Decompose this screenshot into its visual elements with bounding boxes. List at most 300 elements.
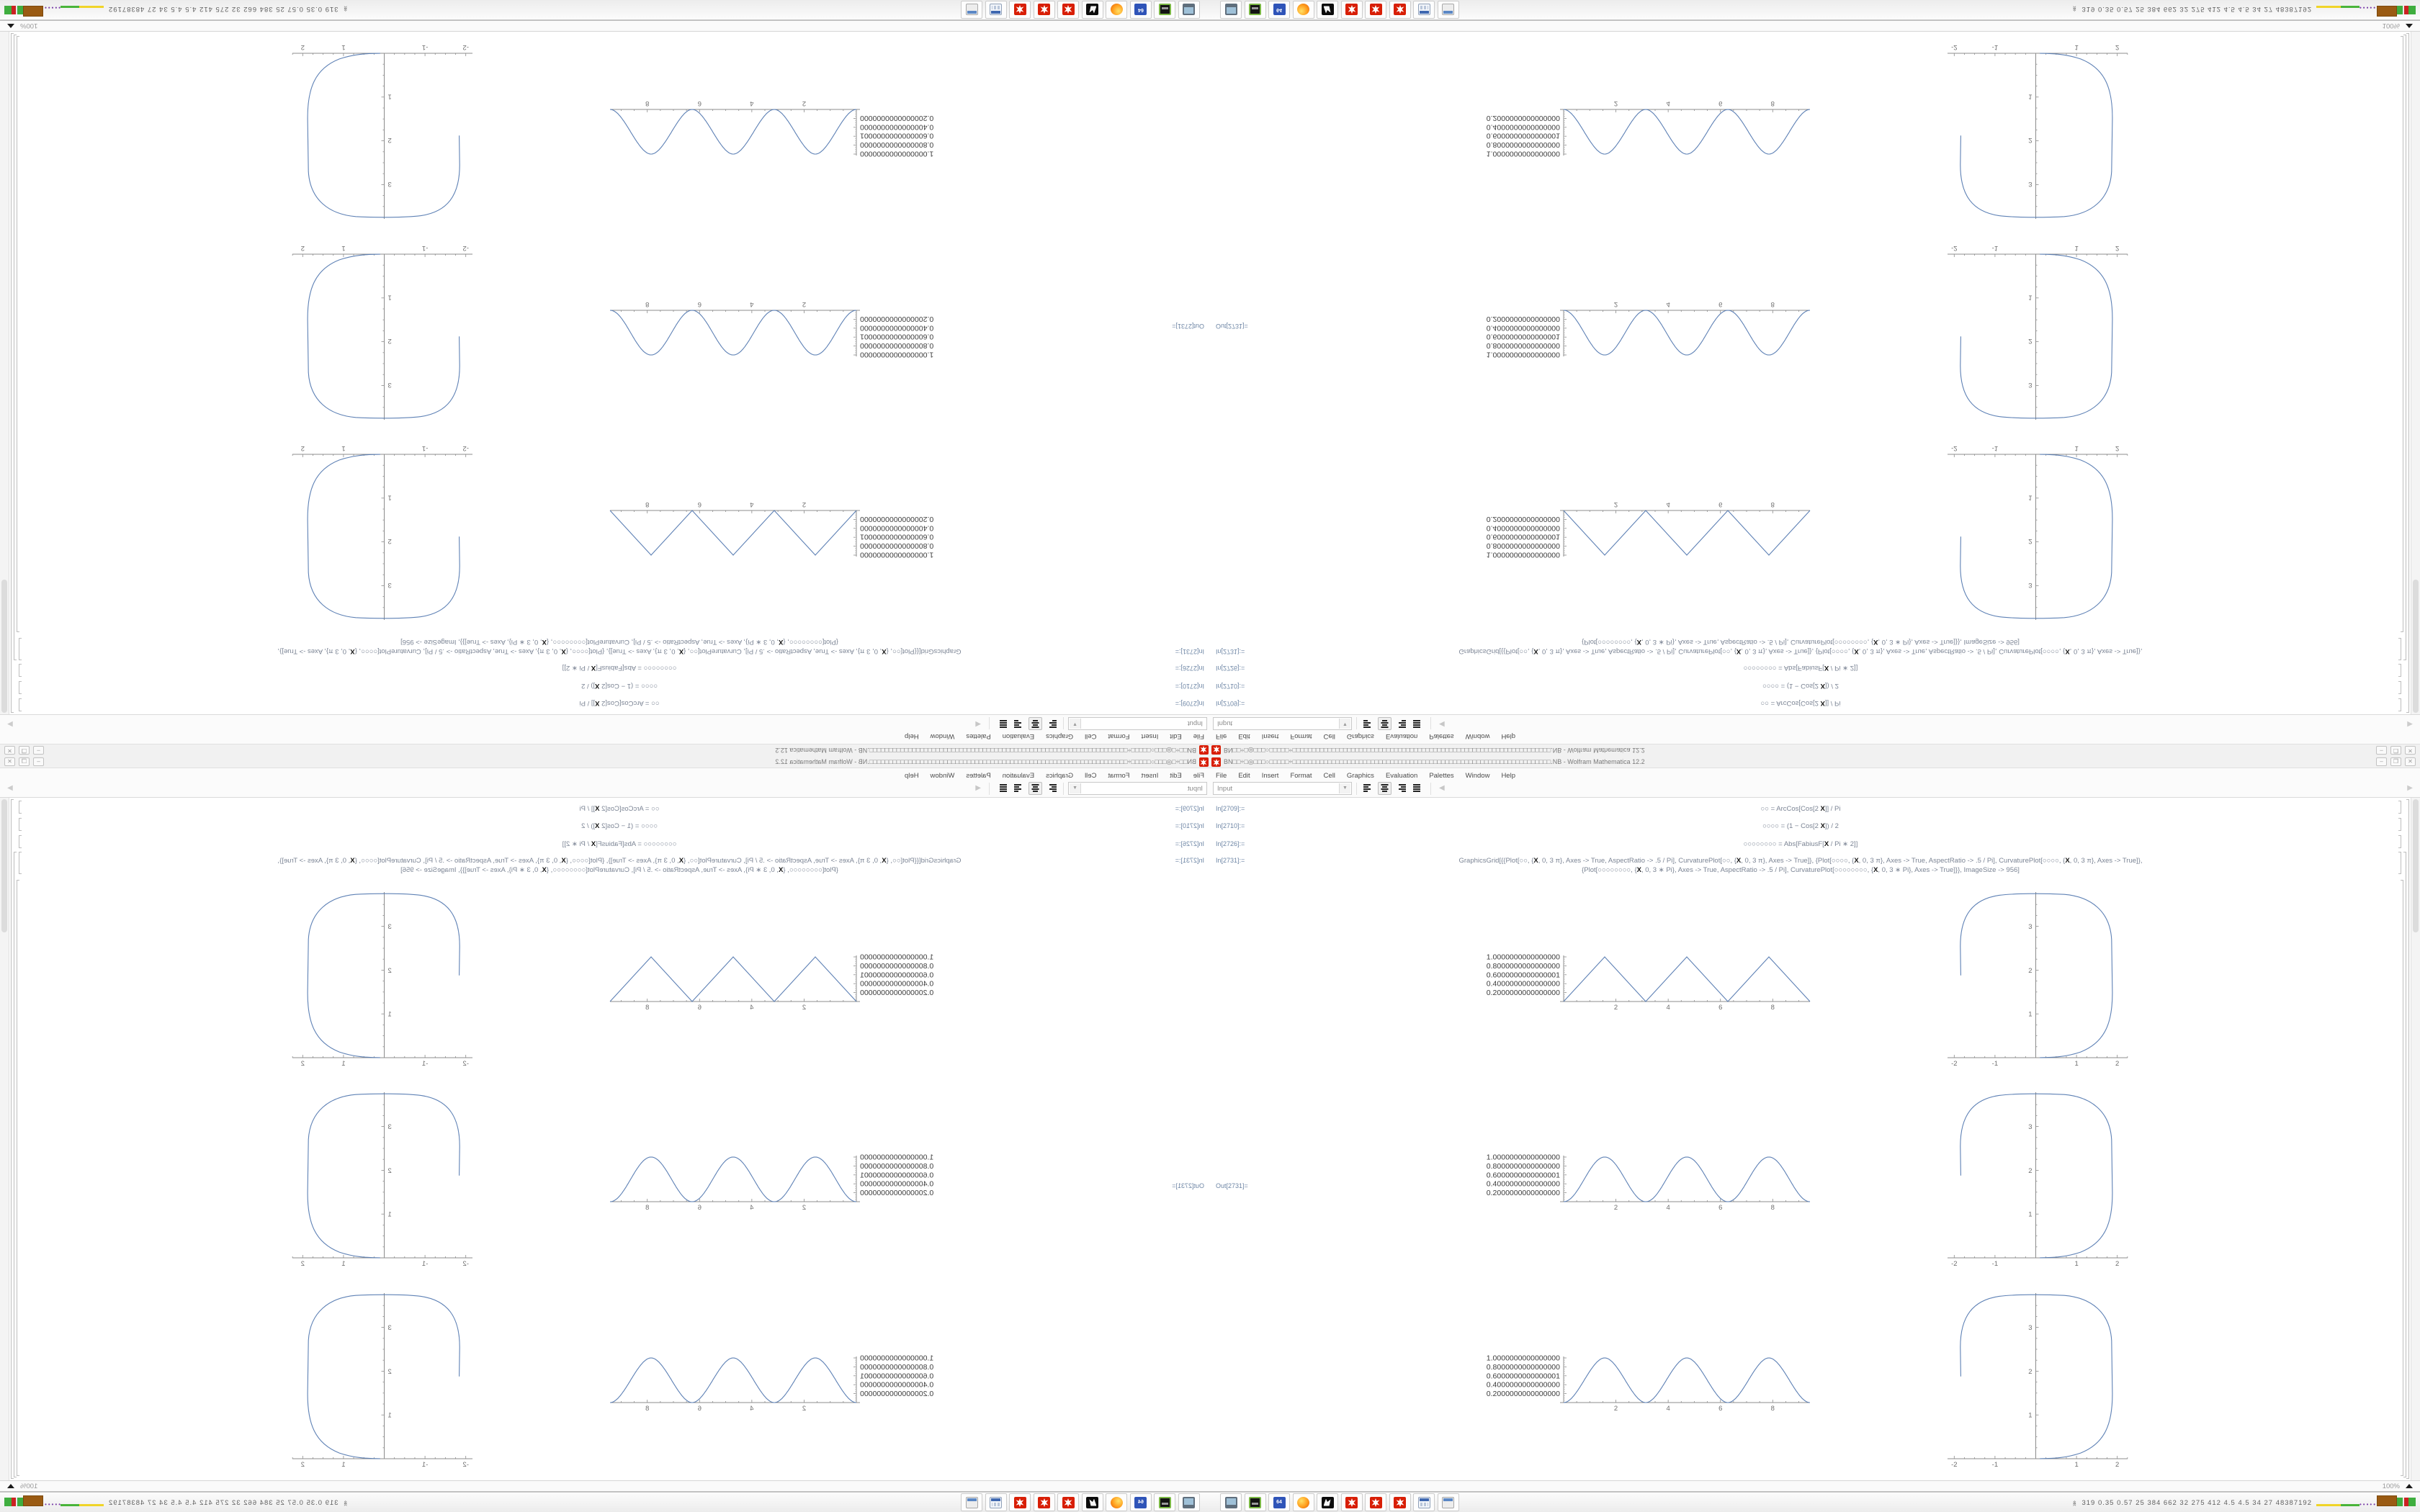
magnification-value[interactable]: 100% <box>2382 22 2400 30</box>
forward-arrow-icon[interactable]: ▶ <box>7 784 13 792</box>
chevron-down-icon[interactable]: ▼ <box>1070 719 1081 729</box>
svg-text:0.6000000000000001: 0.6000000000000001 <box>1486 131 1560 140</box>
cell-bracket[interactable] <box>2398 818 2401 831</box>
magnification-value[interactable]: 100% <box>2382 1482 2400 1490</box>
input-cell-code[interactable]: {Plot[○○○○○○○○, {X, 0, 3 ∗ Pi}, Axes -> True, AspectRatio -> .5 / Pi], CurvaturePlot[○○○○○○○○, {X, 0, 3 ∗ Pi}, Axes -> True]}}, ImageSize -> 956] <box>1582 866 2020 874</box>
menu-item-insert[interactable]: Insert <box>1261 732 1279 740</box>
svg-text:0.2000000000000000: 0.2000000000000000 <box>1486 113 1560 122</box>
svg-text:4: 4 <box>1666 99 1670 107</box>
menu-item-graphics[interactable]: Graphics <box>1346 772 1374 780</box>
taskbar-icon-disk-utility[interactable] <box>1245 1 1266 19</box>
cell-style-dropdown[interactable] <box>1213 717 1352 730</box>
chevron-down-icon[interactable]: ▼ <box>1070 783 1081 793</box>
svg-text:1: 1 <box>341 444 346 452</box>
align-right-button[interactable] <box>1394 782 1408 795</box>
cell-bracket[interactable] <box>11 799 14 1479</box>
menu-item-help[interactable]: Help <box>1501 772 1515 780</box>
window-title: BN□□÷□◎□□□○□□□□□÷□□□□□□□□□□□□□□□□□□□□□□□□□□□□□□□□□□□□□□□□□□□□□□□□□□□□□□□□□□□□□□□□□□.NB - Wolfram Mathematica 12.2 <box>1224 747 1645 754</box>
menu-item-cell[interactable]: Cell <box>1323 772 1335 780</box>
taskbar-icon-mathematica[interactable] <box>1010 1 1031 19</box>
svg-text:3: 3 <box>387 1324 392 1333</box>
svg-text:0.2000000000000000: 0.2000000000000000 <box>1486 1189 1560 1198</box>
svg-text:0.4000000000000000: 0.4000000000000000 <box>860 1380 934 1390</box>
cell-bracket[interactable] <box>2398 698 2401 711</box>
taskbar-icon-firefox[interactable] <box>1106 1493 1128 1511</box>
svg-text:0.8000000000000000: 0.8000000000000000 <box>860 140 934 150</box>
cell-bracket[interactable] <box>2398 681 2401 694</box>
toolbar-separator <box>1063 717 1064 729</box>
svg-text:2: 2 <box>2028 966 2033 975</box>
taskbar-icon-mathematica[interactable] <box>1365 1 1386 19</box>
cell-bracket[interactable] <box>2398 852 2401 874</box>
svg-text:0.8000000000000000: 0.8000000000000000 <box>860 1362 934 1372</box>
input-cell-code[interactable]: ○○○○ = (1 − Cos[2 X]) / 2 <box>581 822 658 830</box>
align-left-button[interactable] <box>1045 717 1059 730</box>
scrollbar-thumb[interactable] <box>2413 799 2419 932</box>
svg-text:2: 2 <box>1613 1004 1618 1012</box>
back-arrow-icon[interactable]: ◀ <box>975 784 981 792</box>
svg-text:0.4000000000000000: 0.4000000000000000 <box>860 122 934 132</box>
svg-text:-1: -1 <box>1991 1260 1999 1268</box>
taskbar-icon-firefox[interactable] <box>1293 1 1314 19</box>
menu-item-format[interactable]: Format <box>1108 772 1130 780</box>
input-cell-code[interactable]: ○○○○ = (1 − Cos[2 X]) / 2 <box>581 682 658 690</box>
taskbar-icon-gimp-cat[interactable] <box>1317 1 1338 19</box>
svg-text:-1: -1 <box>421 1060 429 1068</box>
menu-item-palettes[interactable]: Palettes <box>966 772 991 780</box>
taskbar-icon-system-monitor[interactable] <box>1220 1493 1242 1511</box>
back-arrow-icon[interactable]: ◀ <box>1439 720 1445 728</box>
align-right-button[interactable] <box>1394 717 1408 730</box>
cell-bracket[interactable] <box>19 698 22 711</box>
desktop-screen <box>0 756 1210 1512</box>
mathematica-icon <box>1394 1497 1406 1508</box>
svg-text:2: 2 <box>2115 444 2120 452</box>
svg-text:-2: -2 <box>462 43 469 51</box>
back-arrow-icon[interactable]: ◀ <box>975 720 981 728</box>
indicator-purple-dots: ••••• <box>2359 1501 2377 1508</box>
indicator-purple-dots: ••••• <box>2359 4 2377 11</box>
menu-item-file[interactable]: File <box>1216 772 1227 780</box>
system-monitor-readout: 319 0.35 0.57 25 384 662 32 275 412 4.5 4.5 34 27 48387192 <box>108 1498 339 1507</box>
menu-item-evaluation[interactable]: Evaluation <box>1002 772 1035 780</box>
magnification-popup-icon[interactable] <box>2406 1484 2413 1488</box>
input-cell-code[interactable]: ○○○○○○○○ = Abs[FabiusF[X / Pi ∗ 2]] <box>1743 664 1858 672</box>
input-cell-code[interactable]: ○○ = ArcCos[Cos[2 X]] / Pi <box>1760 805 1841 813</box>
input-cell-code[interactable]: GraphicsGrid[{{Plot[○○, {X, 0, 3 π}, Axes -> True, AspectRatio -> .5 / Pi], CurvaturePlot[○○, {X, 0, 3 π}, Axes -> True]}, {Plot[○○○○, {X, 0, 3 π}, Axes -> True, AspectRatio -> .5 / Pi], CurvaturePlot[○○○○, {X, 0, 3 π}, Axes -> True]}, <box>1458 857 2143 865</box>
wave-plot-row3 <box>604 98 943 158</box>
svg-text:1.0000000000000000: 1.0000000000000000 <box>860 350 934 359</box>
taskbar-icon-mathematica[interactable] <box>1034 1493 1055 1511</box>
svg-text:2: 2 <box>387 537 392 546</box>
taskbar-icon-file-manager[interactable] <box>962 1 983 19</box>
cell-bracket[interactable] <box>2398 664 2401 677</box>
align-left-button[interactable] <box>1361 782 1375 795</box>
mathematica-spikey-icon <box>1211 745 1221 755</box>
menu-item-insert[interactable]: Insert <box>1261 772 1279 780</box>
svg-text:8: 8 <box>645 1204 650 1212</box>
svg-text:3: 3 <box>387 380 392 389</box>
cell-label: Out[2731]= <box>1216 323 1248 330</box>
cell-label: Out[2731]= <box>1216 1182 1248 1189</box>
input-cell-code[interactable]: ○○ = ArcCos[Cos[2 X]] / Pi <box>1760 699 1841 707</box>
chevron-down-icon[interactable]: ▼ <box>1339 719 1350 729</box>
svg-text:0.8000000000000000: 0.8000000000000000 <box>860 961 934 971</box>
window-buttons <box>4 746 44 755</box>
align-justify-button[interactable] <box>995 717 1009 730</box>
vertical-scrollbar[interactable] <box>0 798 9 1480</box>
taskbar-icon-mathematica[interactable] <box>1341 1493 1363 1511</box>
input-cell-code[interactable]: {Plot[○○○○○○○○, {X, 0, 3 ∗ Pi}, Axes -> True, AspectRatio -> .5 / Pi], CurvaturePlot[○○○○○○○○, {X, 0, 3 ∗ Pi}, Axes -> True]}}, ImageSize -> 956] <box>400 866 838 874</box>
forward-arrow-icon[interactable]: ▶ <box>7 720 13 728</box>
indicator-yellow-bar <box>2316 1504 2341 1506</box>
align-right-button[interactable] <box>1012 782 1026 795</box>
menu-item-window[interactable]: Window <box>1465 732 1490 740</box>
align-center-button[interactable] <box>1378 782 1392 795</box>
quadrant-bottom-left-mirrored <box>0 756 1210 1512</box>
indicator-purple-dots: ••••• <box>43 1501 61 1508</box>
menu-item-insert[interactable]: Insert <box>1141 732 1159 740</box>
svg-text:2: 2 <box>387 337 392 346</box>
cell-bracket[interactable] <box>17 36 19 632</box>
svg-text:-2: -2 <box>462 244 469 252</box>
svg-text:2: 2 <box>387 966 392 975</box>
format-toolbar <box>1210 714 2420 732</box>
indicator-green-red-cluster <box>2397 1498 2416 1506</box>
close-button[interactable]: ✕ <box>2405 746 2416 755</box>
menu-item-palettes[interactable]: Palettes <box>1429 732 1454 740</box>
input-cell-code[interactable]: ○○○○ = (1 − Cos[2 X]) / 2 <box>1762 682 1839 690</box>
align-center-button[interactable] <box>1028 717 1042 730</box>
minimize-button[interactable]: – <box>2376 746 2387 755</box>
svg-text:0.2000000000000000: 0.2000000000000000 <box>860 1390 934 1399</box>
cell-label: In[2709]:= <box>1175 700 1204 707</box>
menu-item-palettes[interactable]: Palettes <box>1429 772 1454 780</box>
tray-chevron-icon[interactable]: «« <box>2071 6 2079 12</box>
restore-button[interactable]: ❐ <box>19 746 30 755</box>
menu-item-evaluation[interactable]: Evaluation <box>1385 732 1418 740</box>
cell-label: In[2726]:= <box>1216 665 1245 672</box>
title-bar[interactable] <box>0 744 1210 756</box>
svg-text:0.2000000000000000: 0.2000000000000000 <box>860 1189 934 1198</box>
input-cell-code[interactable]: GraphicsGrid[{{Plot[○○, {X, 0, 3 π}, Axes -> True, AspectRatio -> .5 / Pi], CurvaturePlot[○○, {X, 0, 3 π}, Axes -> True]}, {Plot[○○○○, {X, 0, 3 π}, Axes -> True, AspectRatio -> .5 / Pi], CurvaturePlot[○○○○, {X, 0, 3 π}, Axes -> True]}, <box>277 857 962 865</box>
title-bar[interactable] <box>0 756 1210 768</box>
minimize-button[interactable]: – <box>2376 757 2387 766</box>
cell-bracket[interactable] <box>19 852 22 874</box>
mathematica-icon <box>1370 1497 1382 1508</box>
input-cell-code[interactable]: ○○○○ = (1 − Cos[2 X]) / 2 <box>1762 822 1839 830</box>
menu-item-graphics[interactable]: Graphics <box>1046 772 1074 780</box>
magnification-value[interactable]: 100% <box>20 1482 38 1490</box>
quadrant-top-left-mirrored <box>0 0 1210 756</box>
svg-text:2: 2 <box>2028 1367 2033 1376</box>
cell-bracket[interactable] <box>2406 33 2409 713</box>
menu-item-window[interactable]: Window <box>930 772 955 780</box>
cell-bracket[interactable] <box>19 638 22 660</box>
menu-item-graphics[interactable]: Graphics <box>1046 732 1074 740</box>
align-justify-button[interactable] <box>995 782 1009 795</box>
taskbar-icon-file-manager[interactable] <box>1438 1493 1459 1511</box>
indicator-yellow-bar <box>79 1504 104 1506</box>
minimize-button[interactable]: – <box>33 757 44 766</box>
input-cell-code[interactable]: ○○○○○○○○ = Abs[FabiusF[X / Pi ∗ 2]] <box>1743 840 1858 848</box>
align-center-button[interactable] <box>1028 782 1042 795</box>
menu-item-help[interactable]: Help <box>1501 732 1515 740</box>
restore-button[interactable]: ❐ <box>2390 746 2401 755</box>
svg-text:8: 8 <box>1770 500 1775 508</box>
align-justify-button[interactable] <box>1411 717 1425 730</box>
magnification-popup-icon[interactable] <box>2406 24 2413 28</box>
taskbar-icon-calculator[interactable] <box>985 1493 1007 1511</box>
menu-item-help[interactable]: Help <box>905 732 919 740</box>
menu-item-insert[interactable]: Insert <box>1141 772 1159 780</box>
cell-bracket[interactable] <box>17 880 19 1476</box>
taskbar-icon-calculator[interactable] <box>985 1 1007 19</box>
cell-bracket[interactable] <box>19 681 22 694</box>
menu-item-palettes[interactable]: Palettes <box>966 732 991 740</box>
menu-item-edit[interactable]: Edit <box>1238 772 1250 780</box>
taskbar-icon-mathematica[interactable] <box>1341 1 1363 19</box>
menu-item-help[interactable]: Help <box>905 772 919 780</box>
taskbar-icon-mathematica[interactable] <box>1010 1493 1031 1511</box>
input-cell-code[interactable]: {Plot[○○○○○○○○, {X, 0, 3 ∗ Pi}, Axes -> True, AspectRatio -> .5 / Pi], CurvaturePlot[○○○○○○○○, {X, 0, 3 ∗ Pi}, Axes -> True]}}, ImageSize -> 956] <box>400 638 838 646</box>
tray-indicators <box>2316 2 2416 17</box>
svg-text:0.6000000000000001: 0.6000000000000001 <box>860 532 934 541</box>
calculator-icon <box>1418 1497 1430 1508</box>
menu-item-format[interactable]: Format <box>1108 732 1130 740</box>
cell-bracket[interactable] <box>19 835 22 848</box>
taskbar-icon-firefox[interactable] <box>1106 1 1128 19</box>
minimize-button[interactable]: – <box>33 746 44 755</box>
taskbar-icon-calculator[interactable] <box>1413 1 1435 19</box>
cell-bracket[interactable] <box>19 664 22 677</box>
chevron-down-icon[interactable]: ▼ <box>1339 783 1350 793</box>
taskbar-icon-system-monitor[interactable] <box>1178 1 1200 19</box>
tray-chevron-icon[interactable]: «« <box>341 1500 349 1506</box>
taskbar-icon-mathematica[interactable] <box>1389 1 1411 19</box>
cell-bracket[interactable] <box>2398 835 2401 848</box>
menu-item-evaluation[interactable]: Evaluation <box>1385 772 1418 780</box>
menu-item-edit[interactable]: Edit <box>1238 732 1250 740</box>
close-button[interactable]: ✕ <box>2405 757 2416 766</box>
cell-bracket[interactable] <box>2398 638 2401 660</box>
svg-text:2: 2 <box>300 1260 305 1268</box>
align-right-button[interactable] <box>1012 717 1026 730</box>
svg-text:-2: -2 <box>1951 1060 1958 1068</box>
menu-item-graphics[interactable]: Graphics <box>1346 732 1374 740</box>
svg-text:0.2000000000000000: 0.2000000000000000 <box>860 989 934 998</box>
wave-plot-row2 <box>1477 299 1816 359</box>
restore-button[interactable]: ❐ <box>2390 757 2401 766</box>
menu-item-edit[interactable]: Edit <box>1170 772 1182 780</box>
align-justify-button[interactable] <box>1411 782 1425 795</box>
back-arrow-icon[interactable]: ◀ <box>1439 784 1445 792</box>
menu-item-cell[interactable]: Cell <box>1085 772 1097 780</box>
status-bar <box>1210 1480 2420 1491</box>
svg-text:0.6000000000000001: 0.6000000000000001 <box>1486 1171 1560 1180</box>
curvature-plot-row1 <box>290 890 475 1071</box>
menu-item-window[interactable]: Window <box>1465 772 1490 780</box>
alignment-button-group <box>1361 782 1425 795</box>
taskbar-icon-firefox[interactable] <box>1293 1493 1314 1511</box>
taskbar-icon-file-manager[interactable] <box>962 1493 983 1511</box>
svg-text:1: 1 <box>341 1461 346 1469</box>
svg-text:0.6000000000000001: 0.6000000000000001 <box>1486 332 1560 341</box>
vertical-scrollbar[interactable] <box>2411 798 2420 1480</box>
cell-style-dropdown[interactable] <box>1068 717 1207 730</box>
svg-text:0.2000000000000000: 0.2000000000000000 <box>1486 514 1560 523</box>
tray-chevron-icon[interactable]: «« <box>341 6 349 12</box>
cell-style-value: Input <box>1187 785 1203 793</box>
menu-item-file[interactable]: File <box>1193 772 1204 780</box>
taskbar-icon-system-monitor[interactable] <box>1220 1 1242 19</box>
svg-text:4: 4 <box>1666 300 1670 308</box>
svg-text:4: 4 <box>750 500 754 508</box>
svg-text:6: 6 <box>1718 1004 1723 1012</box>
taskbar-icon-file-manager[interactable] <box>1438 1 1459 19</box>
svg-text:2: 2 <box>2115 244 2120 252</box>
scrollbar-thumb[interactable] <box>1 580 7 713</box>
indicator-green-bar <box>2341 6 2360 8</box>
close-button[interactable]: ✕ <box>4 746 15 755</box>
cell-bracket[interactable] <box>14 35 17 660</box>
file-manager-icon <box>1442 4 1454 16</box>
svg-text:-1: -1 <box>1991 244 1999 252</box>
toolbar-separator <box>1430 717 1431 729</box>
svg-text:-1: -1 <box>1991 444 1999 452</box>
svg-text:1.0000000000000000: 1.0000000000000000 <box>1486 1354 1560 1363</box>
input-cell-code[interactable]: GraphicsGrid[{{Plot[○○, {X, 0, 3 π}, Axes -> True, AspectRatio -> .5 / Pi], CurvaturePlot[○○, {X, 0, 3 π}, Axes -> True]}, {Plot[○○○○, {X, 0, 3 π}, Axes -> True, AspectRatio -> .5 / Pi], CurvaturePlot[○○○○, {X, 0, 3 π}, Axes -> True]}, <box>277 647 962 655</box>
magnification-popup-icon[interactable] <box>7 24 14 28</box>
magnification-popup-icon[interactable] <box>7 1484 14 1488</box>
taskbar-icon-mathematica[interactable] <box>1034 1 1055 19</box>
indicator-brown-box <box>23 1495 43 1506</box>
cell-style-dropdown[interactable] <box>1068 782 1207 795</box>
align-center-button[interactable] <box>1378 717 1392 730</box>
taskbar-icon-floppy-64[interactable] <box>1130 1493 1152 1511</box>
taskbar-icon-calculator[interactable] <box>1413 1493 1435 1511</box>
vertical-scrollbar[interactable] <box>0 32 9 714</box>
magnification-value[interactable]: 100% <box>20 22 38 30</box>
menu-item-file[interactable]: File <box>1193 732 1204 740</box>
svg-text:4: 4 <box>750 1405 754 1413</box>
svg-text:-2: -2 <box>1951 444 1958 452</box>
svg-text:4: 4 <box>1666 500 1670 508</box>
taskbar-icon-disk-utility[interactable] <box>1155 1493 1176 1511</box>
taskbar-icon-disk-utility[interactable] <box>1155 1 1176 19</box>
taskbar-icon-floppy-64[interactable] <box>1268 1493 1290 1511</box>
cell-bracket[interactable] <box>11 33 14 713</box>
cell-bracket[interactable] <box>2406 799 2409 1479</box>
title-bar[interactable] <box>1210 744 2420 756</box>
menu-item-cell[interactable]: Cell <box>1323 732 1335 740</box>
cell-bracket[interactable] <box>2398 801 2401 814</box>
taskbar-icon-mathematica[interactable] <box>1058 1493 1080 1511</box>
svg-text:6: 6 <box>697 99 702 107</box>
curvature-plot-row1 <box>1945 441 2130 622</box>
svg-text:-1: -1 <box>421 1461 429 1469</box>
calculator-icon <box>990 1497 1003 1508</box>
desktop-taskbar <box>0 1492 1210 1512</box>
cell-bracket[interactable] <box>19 801 22 814</box>
wave-plot-row1 <box>604 499 943 559</box>
svg-text:6: 6 <box>1718 99 1723 107</box>
menu-item-format[interactable]: Format <box>1290 772 1312 780</box>
input-cell-code[interactable]: ○○ = ArcCos[Cos[2 X]] / Pi <box>579 805 660 813</box>
scrollbar-thumb[interactable] <box>1 799 7 932</box>
taskbar-icon-mathematica[interactable] <box>1058 1 1080 19</box>
mathematica-window <box>0 20 1210 756</box>
align-left-button[interactable] <box>1045 782 1059 795</box>
taskbar-icon-floppy-64[interactable] <box>1268 1 1290 19</box>
input-cell-code[interactable]: ○○ = ArcCos[Cos[2 X]] / Pi <box>579 699 660 707</box>
menu-item-file[interactable]: File <box>1216 732 1227 740</box>
restore-button[interactable]: ❐ <box>19 757 30 766</box>
svg-text:1: 1 <box>2028 1010 2033 1019</box>
mathematica-icon <box>1014 1497 1026 1508</box>
svg-text:1: 1 <box>2028 92 2033 101</box>
tray-chevron-icon[interactable]: «« <box>2071 1500 2079 1506</box>
taskbar-icon-gimp-cat[interactable] <box>1317 1493 1338 1511</box>
cell-bracket[interactable] <box>19 818 22 831</box>
taskbar-icon-disk-utility[interactable] <box>1245 1493 1266 1511</box>
taskbar-icon-floppy-64[interactable] <box>1130 1 1152 19</box>
close-button[interactable]: ✕ <box>4 757 15 766</box>
indicator-brown-box <box>23 6 43 17</box>
notebook-content[interactable] <box>1210 798 2410 1480</box>
notebook-content[interactable] <box>1210 32 2410 714</box>
svg-text:-1: -1 <box>1991 43 1999 51</box>
taskbar-icon-mathematica[interactable] <box>1389 1493 1411 1511</box>
title-bar[interactable] <box>1210 756 2420 768</box>
menu-item-cell[interactable]: Cell <box>1085 732 1097 740</box>
svg-text:-1: -1 <box>1991 1060 1999 1068</box>
input-cell-code[interactable]: ○○○○○○○○ = Abs[FabiusF[X / Pi ∗ 2]] <box>562 664 677 672</box>
wave-plot-row3 <box>604 1354 943 1414</box>
menu-item-format[interactable]: Format <box>1290 732 1312 740</box>
taskbar-icon-gimp-cat[interactable] <box>1082 1493 1103 1511</box>
notebook-content[interactable] <box>10 798 1210 1480</box>
svg-text:0.4000000000000000: 0.4000000000000000 <box>1486 979 1560 989</box>
svg-text:2: 2 <box>2115 43 2120 51</box>
svg-text:1.0000000000000000: 1.0000000000000000 <box>1486 350 1560 359</box>
taskbar-icon-mathematica[interactable] <box>1365 1493 1386 1511</box>
taskbar-icon-gimp-cat[interactable] <box>1082 1 1103 19</box>
svg-text:-2: -2 <box>1951 1260 1958 1268</box>
svg-text:1: 1 <box>387 493 392 502</box>
input-cell-code[interactable]: GraphicsGrid[{{Plot[○○, {X, 0, 3 π}, Axes -> True, AspectRatio -> .5 / Pi], CurvaturePlot[○○, {X, 0, 3 π}, Axes -> True]}, {Plot[○○○○, {X, 0, 3 π}, Axes -> True, AspectRatio -> .5 / Pi], CurvaturePlot[○○○○, {X, 0, 3 π}, Axes -> True]}, <box>1458 647 2143 655</box>
align-left-button[interactable] <box>1361 717 1375 730</box>
menu-item-window[interactable]: Window <box>930 732 955 740</box>
vertical-scrollbar[interactable] <box>2411 32 2420 714</box>
cell-style-dropdown[interactable] <box>1213 782 1352 795</box>
notebook-content[interactable] <box>10 32 1210 714</box>
svg-text:0.2000000000000000: 0.2000000000000000 <box>1486 989 1560 998</box>
svg-text:4: 4 <box>1666 1204 1670 1212</box>
forward-arrow-icon[interactable]: ▶ <box>2407 720 2413 728</box>
svg-text:1: 1 <box>341 1060 346 1068</box>
input-cell-code[interactable]: {Plot[○○○○○○○○, {X, 0, 3 ∗ Pi}, Axes -> True, AspectRatio -> .5 / Pi], CurvaturePlot[○○○○○○○○, {X, 0, 3 ∗ Pi}, Axes -> True]}}, ImageSize -> 956] <box>1582 638 2020 646</box>
input-cell-code[interactable]: ○○○○○○○○ = Abs[FabiusF[X / Pi ∗ 2]] <box>562 840 677 848</box>
menu-item-evaluation[interactable]: Evaluation <box>1002 732 1035 740</box>
forward-arrow-icon[interactable]: ▶ <box>2407 784 2413 792</box>
window-title: BN□□÷□◎□□□○□□□□□÷□□□□□□□□□□□□□□□□□□□□□□□□□□□□□□□□□□□□□□□□□□□□□□□□□□□□□□□□□□□□□□□□□□.NB - Wolfram Mathematica 12.2 <box>775 758 1196 765</box>
scrollbar-thumb[interactable] <box>2413 580 2419 713</box>
menu-item-edit[interactable]: Edit <box>1170 732 1182 740</box>
taskbar-icon-system-monitor[interactable] <box>1178 1493 1200 1511</box>
svg-text:3: 3 <box>2028 1324 2033 1333</box>
cell-bracket[interactable] <box>14 852 17 1477</box>
